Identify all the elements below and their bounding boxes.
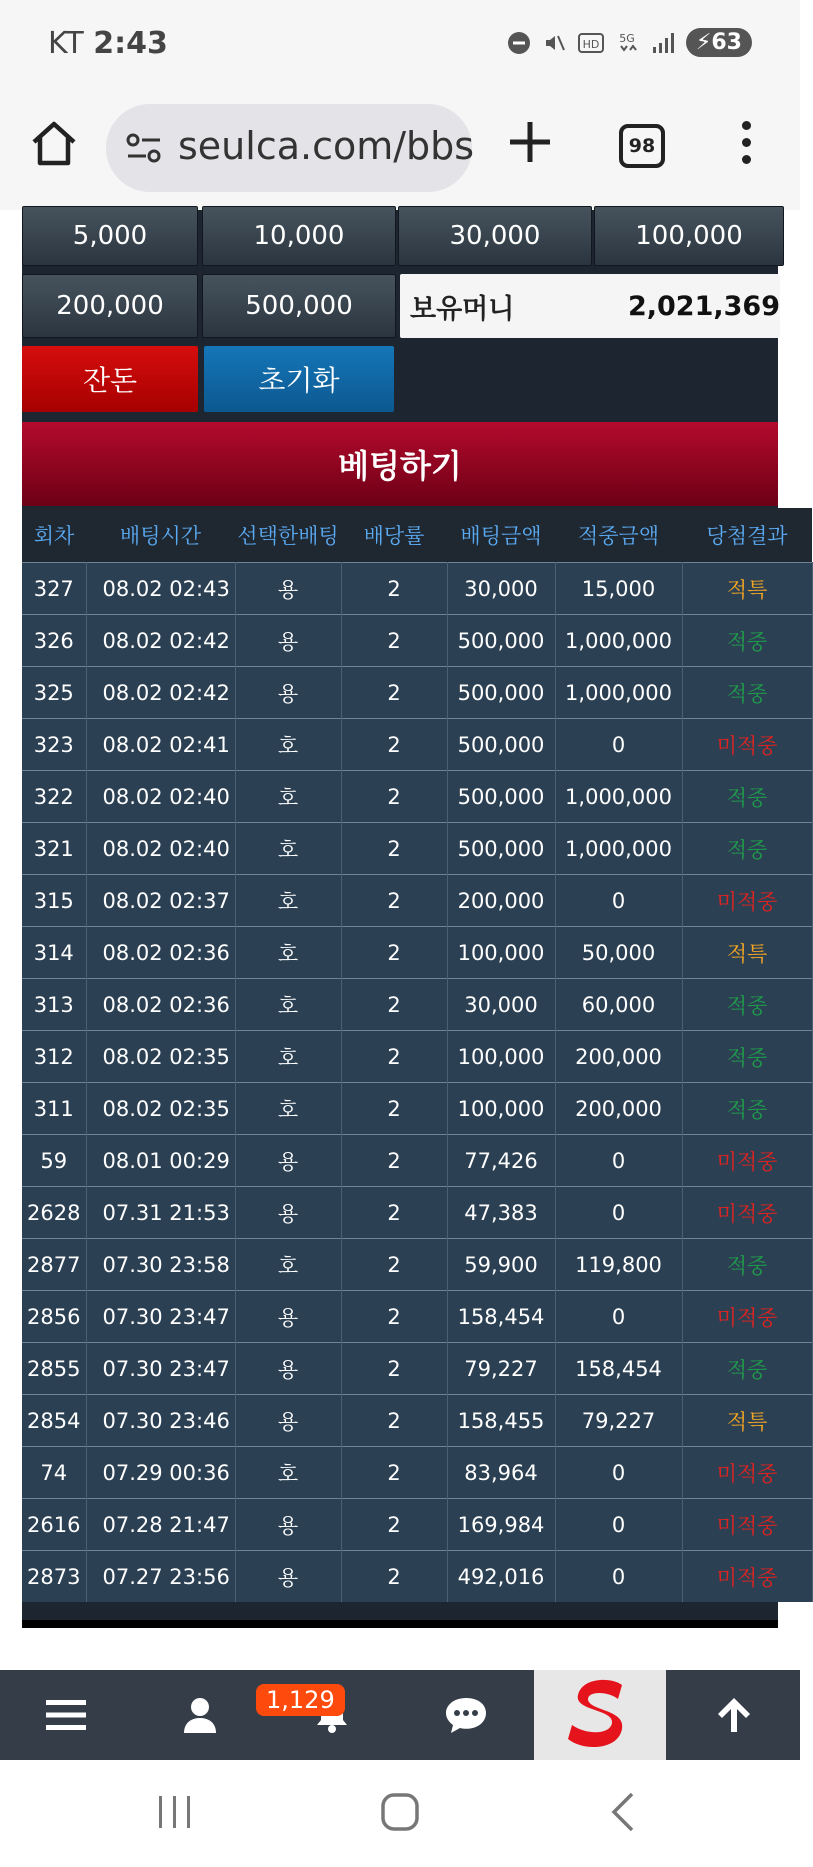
cell-win-amount: 1,000,000	[555, 823, 682, 875]
cell-selection: 호	[235, 823, 341, 875]
cell-bet-amount: 500,000	[447, 771, 555, 823]
bet-history-table	[22, 508, 813, 1602]
cell-bet-time: 07.31 21:53	[86, 1187, 235, 1239]
table-row	[22, 823, 812, 875]
cell-result: 적중	[682, 1083, 812, 1135]
cell-bet-amount: 77,426	[447, 1135, 555, 1187]
cell-win-amount: 158,454	[555, 1343, 682, 1395]
cell-round: 315	[22, 875, 86, 927]
cell-result: 적중	[682, 1343, 812, 1395]
table-row	[22, 771, 812, 823]
cell-bet-amount: 30,000	[447, 979, 555, 1031]
cell-result: 적중	[682, 1239, 812, 1291]
cell-bet-amount: 100,000	[447, 1031, 555, 1083]
cell-bet-amount: 30,000	[447, 563, 555, 615]
mute-icon	[542, 30, 568, 56]
table-row	[22, 1447, 812, 1499]
cell-round: 323	[22, 719, 86, 771]
balance-value: 2,021,369	[627, 290, 780, 322]
cell-win-amount: 119,800	[555, 1239, 682, 1291]
page-content	[0, 210, 800, 1670]
cell-round: 2855	[22, 1343, 86, 1395]
cell-bet-amount: 492,016	[447, 1551, 555, 1603]
table-row	[22, 927, 812, 979]
cell-odds: 2	[341, 1083, 447, 1135]
table-row	[22, 1239, 812, 1291]
cell-round: 2873	[22, 1551, 86, 1603]
hd-icon	[578, 30, 604, 56]
back-button[interactable]	[600, 1788, 648, 1836]
home-icon	[26, 116, 82, 172]
table-header-row	[22, 508, 812, 563]
cell-bet-amount: 500,000	[447, 823, 555, 875]
cell-win-amount: 0	[555, 1187, 682, 1239]
cell-win-amount: 0	[555, 1499, 682, 1551]
cell-win-amount: 200,000	[555, 1083, 682, 1135]
cell-result: 미적중	[682, 1187, 812, 1239]
cell-result: 적중	[682, 771, 812, 823]
cell-selection: 용	[235, 667, 341, 719]
cell-result: 적중	[682, 1031, 812, 1083]
cell-round: 325	[22, 667, 86, 719]
cell-win-amount: 1,000,000	[555, 615, 682, 667]
cell-odds: 2	[341, 719, 447, 771]
cell-selection: 용	[235, 1135, 341, 1187]
cell-odds: 2	[341, 1447, 447, 1499]
cell-round: 326	[22, 615, 86, 667]
cell-odds: 2	[341, 1135, 447, 1187]
cell-result: 적중	[682, 667, 812, 719]
balance-display	[400, 274, 780, 338]
chat-icon	[444, 1696, 488, 1734]
5g-icon	[614, 30, 640, 56]
cell-win-amount: 50,000	[555, 927, 682, 979]
menu-button[interactable]	[18, 1670, 114, 1760]
address-bar[interactable]	[106, 104, 475, 192]
cell-round: 314	[22, 927, 86, 979]
cell-round: 327	[22, 563, 86, 615]
cell-round: 59	[22, 1135, 86, 1187]
cell-win-amount: 0	[555, 1447, 682, 1499]
cell-round: 311	[22, 1083, 86, 1135]
table-row	[22, 1551, 812, 1603]
cell-bet-time: 07.30 23:47	[86, 1291, 235, 1343]
cell-odds: 2	[341, 771, 447, 823]
cell-odds: 2	[341, 1239, 447, 1291]
table-row	[22, 1187, 812, 1239]
cell-bet-time: 08.02 02:42	[86, 667, 235, 719]
cell-odds: 2	[341, 927, 447, 979]
recent-apps-icon	[150, 1788, 200, 1836]
cell-bet-time: 08.02 02:35	[86, 1083, 235, 1135]
table-row	[22, 1031, 812, 1083]
cell-odds: 2	[341, 875, 447, 927]
cell-bet-amount: 47,383	[447, 1187, 555, 1239]
dnd-icon	[506, 30, 532, 56]
back-icon	[600, 1788, 648, 1836]
cell-selection: 호	[235, 1031, 341, 1083]
tab-switcher-button[interactable]: 98	[619, 124, 665, 168]
cell-round: 313	[22, 979, 86, 1031]
cell-selection: 용	[235, 1291, 341, 1343]
table-row	[22, 563, 812, 615]
table-row	[22, 1083, 812, 1135]
system-nav-bar	[0, 1760, 800, 1867]
reset-button[interactable]: 초기화	[204, 346, 394, 412]
table-row	[22, 719, 812, 771]
cell-round: 321	[22, 823, 86, 875]
cell-round: 74	[22, 1447, 86, 1499]
cell-win-amount: 15,000	[555, 563, 682, 615]
cell-selection: 호	[235, 1083, 341, 1135]
cell-odds: 2	[341, 667, 447, 719]
cell-odds: 2	[341, 1187, 447, 1239]
battery-indicator: ⚡63	[686, 28, 752, 57]
cell-round: 312	[22, 1031, 86, 1083]
cell-bet-amount: 500,000	[447, 615, 555, 667]
cell-bet-time: 07.28 21:47	[86, 1499, 235, 1551]
system-home-icon	[376, 1788, 424, 1836]
cell-bet-time: 07.27 23:56	[86, 1551, 235, 1603]
cell-result: 적중	[682, 823, 812, 875]
betting-panel	[22, 210, 788, 1628]
cell-odds: 2	[341, 1499, 447, 1551]
cell-result: 적중	[682, 979, 812, 1031]
cell-result: 미적중	[682, 1499, 812, 1551]
cell-bet-time: 08.02 02:36	[86, 927, 235, 979]
cell-win-amount: 0	[555, 875, 682, 927]
cell-odds: 2	[341, 563, 447, 615]
cell-bet-amount: 79,227	[447, 1343, 555, 1395]
svg-text:5G: 5G	[619, 31, 635, 45]
cell-bet-time: 08.02 02:41	[86, 719, 235, 771]
cell-win-amount: 0	[555, 1291, 682, 1343]
cell-bet-amount: 500,000	[447, 719, 555, 771]
cell-result: 미적중	[682, 719, 812, 771]
clock: 2:43	[93, 26, 168, 61]
plus-icon	[504, 116, 556, 168]
cell-selection: 호	[235, 719, 341, 771]
cell-win-amount: 0	[555, 719, 682, 771]
cell-odds: 2	[341, 1291, 447, 1343]
status-left	[48, 26, 168, 61]
amount-button-10000[interactable]: 10,000	[202, 206, 396, 266]
cell-odds: 2	[341, 1551, 447, 1603]
browser-toolbar	[0, 88, 800, 210]
notification-badge: 1,129	[256, 1684, 345, 1716]
dot	[742, 155, 751, 164]
status-icons	[506, 28, 752, 57]
cell-bet-time: 07.30 23:47	[86, 1343, 235, 1395]
scroll-top-button[interactable]	[686, 1670, 782, 1760]
profile-button[interactable]	[152, 1670, 248, 1760]
cell-bet-time: 08.02 02:42	[86, 615, 235, 667]
cell-bet-time: 08.02 02:35	[86, 1031, 235, 1083]
table-row	[22, 1291, 812, 1343]
cell-round: 322	[22, 771, 86, 823]
cell-selection: 호	[235, 979, 341, 1031]
table-row	[22, 1395, 812, 1447]
cell-win-amount: 0	[555, 1551, 682, 1603]
system-home-button[interactable]	[376, 1788, 424, 1836]
balance-label: 보유머니	[410, 293, 515, 325]
cell-round: 2856	[22, 1291, 86, 1343]
table-row	[22, 667, 812, 719]
header-win-amount: 적중금액	[555, 508, 682, 563]
table-bottom-border	[22, 1620, 778, 1628]
cell-odds: 2	[341, 1395, 447, 1447]
table-row	[22, 1135, 812, 1187]
amount-button-500000[interactable]: 500,000	[202, 274, 396, 338]
cell-odds: 2	[341, 979, 447, 1031]
signal-icon	[650, 30, 676, 56]
arrow-up-icon	[715, 1696, 753, 1734]
cell-selection: 용	[235, 615, 341, 667]
cell-selection: 용	[235, 1499, 341, 1551]
cell-bet-time: 08.02 02:43	[86, 563, 235, 615]
cell-bet-time: 08.02 02:37	[86, 875, 235, 927]
cell-odds: 2	[341, 1031, 447, 1083]
cell-win-amount: 200,000	[555, 1031, 682, 1083]
menu-icon	[46, 1698, 86, 1732]
cell-bet-amount: 100,000	[447, 1083, 555, 1135]
cell-selection: 호	[235, 1447, 341, 1499]
cell-bet-amount: 169,984	[447, 1499, 555, 1551]
cell-win-amount: 1,000,000	[555, 667, 682, 719]
cell-result: 미적중	[682, 1291, 812, 1343]
amount-button-100000[interactable]: 100,000	[594, 206, 784, 266]
cell-round: 2854	[22, 1395, 86, 1447]
cell-selection: 용	[235, 1395, 341, 1447]
amount-button-30000[interactable]: 30,000	[398, 206, 592, 266]
cell-round: 2616	[22, 1499, 86, 1551]
table-row	[22, 875, 812, 927]
bottom-nav	[0, 1670, 800, 1760]
cell-selection: 호	[235, 1239, 341, 1291]
header-selection: 선택한배팅	[235, 508, 341, 563]
cell-odds: 2	[341, 823, 447, 875]
more-menu-button[interactable]	[736, 118, 756, 172]
site-logo[interactable]	[534, 1670, 666, 1760]
cell-selection: 호	[235, 771, 341, 823]
cell-result: 미적중	[682, 875, 812, 927]
cell-bet-amount: 158,454	[447, 1291, 555, 1343]
cell-result: 적특	[682, 1395, 812, 1447]
carrier: KT	[48, 26, 84, 61]
table-row	[22, 979, 812, 1031]
cell-win-amount: 79,227	[555, 1395, 682, 1447]
cell-result: 미적중	[682, 1135, 812, 1187]
cell-bet-time: 08.02 02:40	[86, 771, 235, 823]
cell-win-amount: 1,000,000	[555, 771, 682, 823]
svg-text:HD: HD	[582, 37, 600, 51]
recent-apps-button[interactable]	[150, 1788, 200, 1836]
amount-button-200000[interactable]: 200,000	[22, 274, 198, 338]
header-odds: 배당률	[341, 508, 447, 563]
table-row	[22, 615, 812, 667]
cell-bet-time: 07.30 23:58	[86, 1239, 235, 1291]
cell-round: 2877	[22, 1239, 86, 1291]
place-bet-button[interactable]: 베팅하기	[22, 422, 778, 506]
cell-bet-time: 08.01 00:29	[86, 1135, 235, 1187]
amount-button-5000[interactable]: 5,000	[22, 206, 198, 266]
cell-round: 2628	[22, 1187, 86, 1239]
cell-bet-amount: 200,000	[447, 875, 555, 927]
change-button[interactable]: 잔돈	[22, 346, 198, 412]
cell-win-amount: 0	[555, 1135, 682, 1187]
cell-result: 미적중	[682, 1447, 812, 1499]
cell-bet-amount: 59,900	[447, 1239, 555, 1291]
cell-selection: 용	[235, 563, 341, 615]
cell-selection: 용	[235, 1187, 341, 1239]
header-round: 회차	[22, 508, 86, 563]
cell-selection: 호	[235, 875, 341, 927]
cell-bet-amount: 100,000	[447, 927, 555, 979]
logo-icon	[564, 1675, 636, 1755]
cell-bet-amount: 500,000	[447, 667, 555, 719]
dot	[742, 121, 751, 130]
cell-bet-time: 07.30 23:46	[86, 1395, 235, 1447]
header-bet-time: 배팅시간	[86, 508, 235, 563]
url-text: seulca.com/bbs	[178, 124, 475, 168]
user-icon	[183, 1697, 217, 1733]
cell-selection: 용	[235, 1343, 341, 1395]
cell-result: 적특	[682, 927, 812, 979]
status-bar	[0, 0, 800, 88]
battery-level: 63	[711, 30, 742, 55]
cell-bet-amount: 158,455	[447, 1395, 555, 1447]
table-row	[22, 1499, 812, 1551]
cell-bet-amount: 83,964	[447, 1447, 555, 1499]
cell-selection: 용	[235, 1551, 341, 1603]
chat-button[interactable]	[418, 1670, 514, 1760]
dot	[742, 138, 751, 147]
cell-bet-time: 08.02 02:36	[86, 979, 235, 1031]
header-result: 당첨결과	[682, 508, 812, 563]
table-row	[22, 1343, 812, 1395]
cell-result: 적특	[682, 563, 812, 615]
cell-bet-time: 07.29 00:36	[86, 1447, 235, 1499]
header-bet-amount: 배팅금액	[447, 508, 555, 563]
cell-odds: 2	[341, 1343, 447, 1395]
site-settings-icon[interactable]	[126, 132, 162, 164]
new-tab-button[interactable]	[504, 116, 556, 168]
cell-bet-time: 08.02 02:40	[86, 823, 235, 875]
cell-result: 미적중	[682, 1551, 812, 1603]
home-button[interactable]	[26, 116, 82, 172]
cell-result: 적중	[682, 615, 812, 667]
cell-odds: 2	[341, 615, 447, 667]
cell-win-amount: 60,000	[555, 979, 682, 1031]
cell-selection: 호	[235, 927, 341, 979]
